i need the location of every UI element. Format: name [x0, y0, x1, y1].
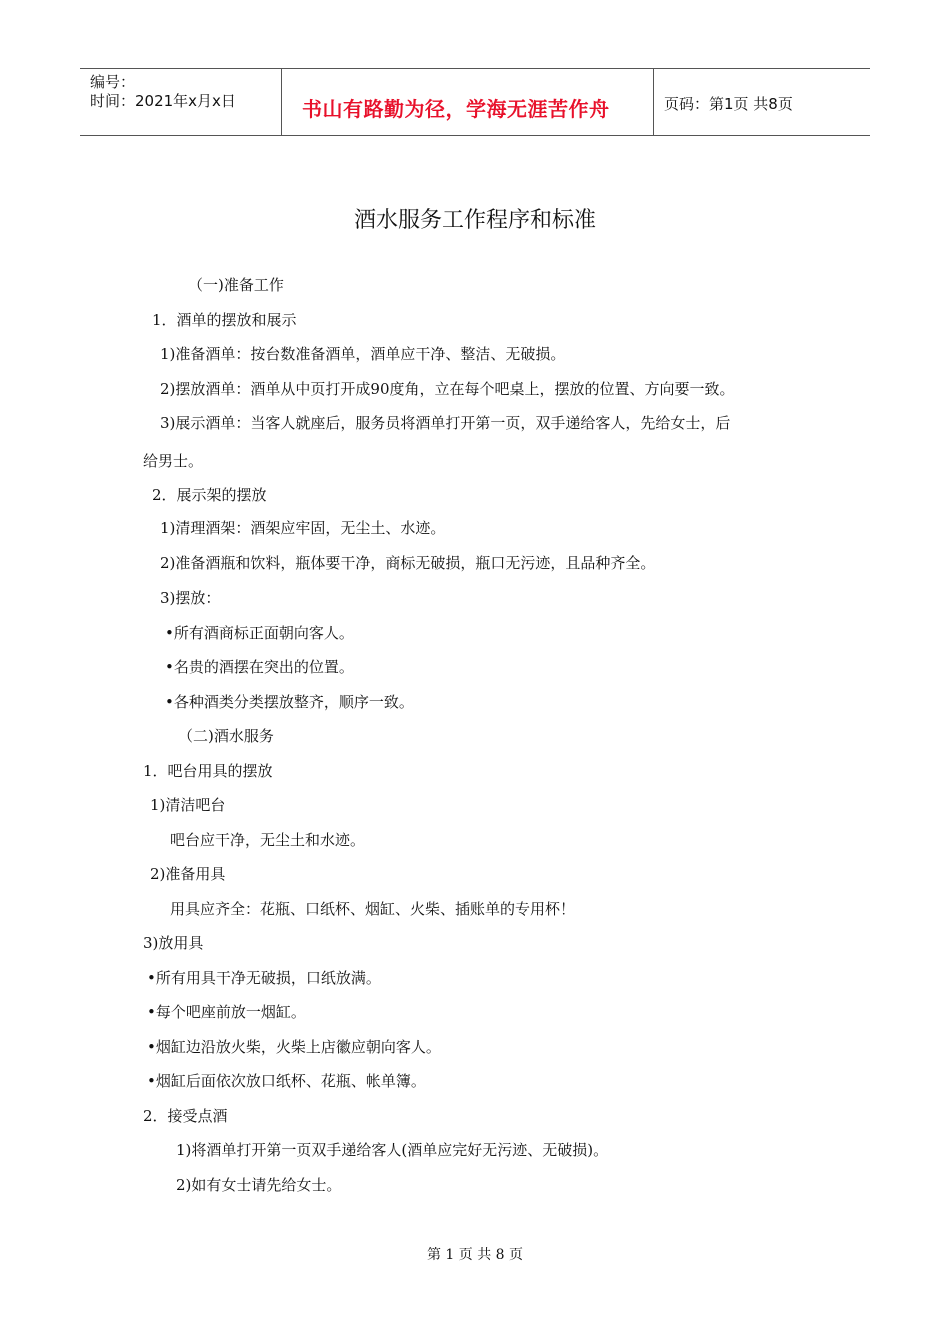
subsection-heading: 1．酒单的摆放和展示 [152, 311, 297, 329]
document-title: 酒水服务工作程序和标准 [353, 208, 596, 233]
body-line: 2)准备用具 [150, 865, 226, 883]
header-page-cell [654, 69, 870, 135]
date-line: 时间：2021年x月x日 [90, 92, 236, 110]
document-header [80, 68, 870, 136]
body-line: 1)清理酒架：酒架应牢固，无尘土、水迹。 [160, 519, 446, 537]
bullet-item: •所有酒商标正面朝向客人。 [165, 624, 354, 642]
body-line: 2)摆放酒单：酒单从中页打开成90度角，立在每个吧桌上，摆放的位置、方向要一致。 [160, 380, 735, 398]
body-line: 2)如有女士请先给女士。 [176, 1176, 342, 1194]
body-line: 用具应齐全：花瓶、口纸杯、烟缸、火柴、插账单的专用杯！ [170, 900, 576, 918]
body-line: 1)准备酒单：按台数准备酒单，酒单应干净、整洁、无破损。 [160, 345, 566, 363]
section-heading: （二)酒水服务 [178, 727, 274, 745]
body-line: 1)清洁吧台 [150, 796, 226, 814]
body-line: 给男士。 [143, 452, 204, 470]
bullet-item: •每个吧座前放一烟缸。 [147, 1003, 306, 1021]
bullet-item: •各种酒类分类摆放整齐，顺序一致。 [165, 693, 414, 711]
body-line: 3)展示酒单：当客人就座后，服务员将酒单打开第一页，双手递给客人，先给女士，后 [160, 414, 731, 432]
body-line: 3)摆放： [160, 589, 221, 607]
body-line: 吧台应干净，无尘土和水迹。 [170, 831, 366, 849]
body-line: 1)将酒单打开第一页双手递给客人(酒单应完好无污迹、无破损)。 [176, 1141, 609, 1159]
bullet-item: •名贵的酒摆在突出的位置。 [165, 658, 354, 676]
number-label: 编号： [90, 73, 136, 91]
bullet-item: •所有用具干净无破损，口纸放满。 [147, 969, 381, 987]
motto-text: 书山有路勤为径，学海无涯苦作舟 [302, 97, 610, 121]
body-line: 2)准备酒瓶和饮料，瓶体要干净，商标无破损，瓶口无污迹，且品种齐全。 [160, 554, 656, 572]
section-heading: （一)准备工作 [188, 276, 284, 294]
bullet-item: •烟缸后面依次放口纸杯、花瓶、帐单簿。 [147, 1072, 426, 1090]
page-info: 页码：第1页 共8页 [664, 95, 793, 113]
body-line: 3)放用具 [143, 934, 204, 952]
bullet-item: •烟缸边沿放火柴，火柴上店徽应朝向客人。 [147, 1038, 441, 1056]
header-meta-cell [80, 69, 282, 135]
header-motto-cell [282, 69, 654, 135]
subsection-heading: 1．吧台用具的摆放 [143, 762, 273, 780]
subsection-heading: 2．展示架的摆放 [152, 486, 267, 504]
subsection-heading: 2．接受点酒 [143, 1107, 228, 1125]
page-footer: 第 1 页 共 8 页 [426, 1247, 524, 1263]
